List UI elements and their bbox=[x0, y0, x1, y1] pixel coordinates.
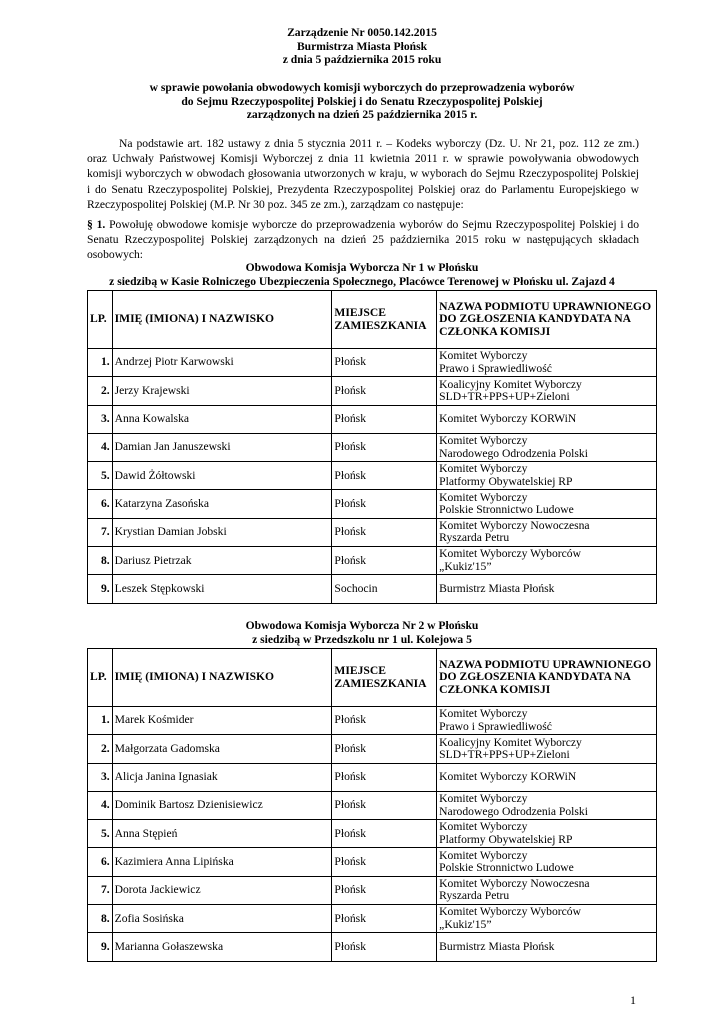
text-line: Rzeczypospolitej Polskiej i do Senatu Rzeczypospolitej Polskiej, Prezydenta Rzeczypospolitej Polskiej oraz do bbox=[87, 167, 639, 196]
cell-lp: 6. bbox=[88, 490, 113, 518]
cell-org bbox=[437, 876, 657, 904]
table-row bbox=[88, 349, 657, 377]
section-mark: § 1. bbox=[87, 218, 106, 231]
cell-place: Płońsk bbox=[332, 462, 437, 490]
org-line: Komitet Wyborczy bbox=[439, 490, 528, 504]
cell-org bbox=[437, 905, 657, 933]
org-line: Platformy Obywatelskiej RP bbox=[439, 832, 573, 846]
org-line: Komitet Wyborczy Nowoczesna bbox=[439, 877, 590, 891]
cell-org bbox=[437, 405, 657, 433]
cell-org bbox=[437, 791, 657, 819]
org-line: Komitet Wyborczy bbox=[439, 707, 528, 721]
org-line: SLD+TR+PPS+UP+Zieloni bbox=[439, 747, 570, 761]
cell-lp: 8. bbox=[88, 547, 113, 575]
cell-place: Płońsk bbox=[332, 377, 437, 405]
cell-place: Sochocin bbox=[332, 575, 437, 603]
cell-place: Płońsk bbox=[332, 349, 437, 377]
cell-place: Płońsk bbox=[332, 905, 437, 933]
table-row bbox=[88, 433, 657, 461]
commission-name: Obwodowa Komisja Wyborcza Nr 2 w Płońsku bbox=[245, 619, 479, 632]
cell-lp: 3. bbox=[88, 763, 113, 791]
org-line: Komitet Wyborczy Nowoczesna bbox=[439, 519, 590, 533]
text-line: Na podstawie art. 182 ustawy z dnia 5 stycznia 2011 r. – Kodeks wyborczy (Dz. U. Nr 21, poz. 112 ze bbox=[119, 137, 615, 150]
cell-name: Jerzy Krajewski bbox=[112, 377, 332, 405]
cell-place: Płońsk bbox=[332, 490, 437, 518]
cell-lp: 1. bbox=[88, 707, 113, 735]
cell-lp: 1. bbox=[88, 349, 113, 377]
table-row bbox=[88, 905, 657, 933]
commission-2-table bbox=[87, 648, 657, 962]
column-header-org: NAZWA PODMIOTU UPRAWNIONEGO DO ZGŁOSZENIA KANDYDATA NA CZŁONKA KOMISJI bbox=[437, 649, 657, 707]
cell-place: Płońsk bbox=[332, 405, 437, 433]
cell-name: Małgorzata Gadomska bbox=[112, 735, 332, 763]
commission-seat: z siedzibą w Kasie Rolniczego Ubezpieczenia Społecznego, Placówce Terenowej w Płońsku ul. Zajazd 4 bbox=[109, 274, 615, 288]
text-line: składach osobowych: bbox=[87, 233, 639, 262]
cell-org bbox=[437, 547, 657, 575]
cell-lp: 7. bbox=[88, 876, 113, 904]
org-line: „Kukiz'15” bbox=[439, 559, 492, 573]
org-line: Komitet Wyborczy bbox=[439, 462, 528, 476]
cell-name: Dominik Bartosz Dzienisiewicz bbox=[112, 791, 332, 819]
decree-date: z dnia 5 października 2015 roku bbox=[282, 53, 442, 67]
org-line: „Kukiz'15” bbox=[439, 917, 492, 931]
cell-lp: 5. bbox=[88, 462, 113, 490]
cell-place: Płońsk bbox=[332, 876, 437, 904]
cell-org bbox=[437, 433, 657, 461]
org-line: Komitet Wyborczy Wyborców bbox=[439, 905, 581, 919]
commission-name: Obwodowa Komisja Wyborcza Nr 1 w Płońsku bbox=[245, 261, 479, 274]
decree-issuer: Burmistrza Miasta Płońsk bbox=[296, 39, 428, 53]
table-row bbox=[88, 518, 657, 546]
cell-name: Marianna Gołaszewska bbox=[112, 933, 332, 961]
text-line: i do Senatu Rzeczypospolitej Polskiej zarządzonych na dzień 25 października 2015 roku w następujących bbox=[87, 218, 640, 247]
table-row bbox=[88, 405, 657, 433]
cell-place: Płońsk bbox=[332, 933, 437, 961]
cell-place: Płońsk bbox=[332, 763, 437, 791]
org-line: Komitet Wyborczy bbox=[439, 434, 528, 448]
commission-seat: z siedzibą w Przedszkolu nr 1 ul. Kolejowa 5 bbox=[252, 632, 472, 646]
subject-line: do Sejmu Rzeczypospolitej Polskiej i do Senatu Rzeczypospolitej Polskiej bbox=[181, 94, 543, 108]
cell-org bbox=[437, 462, 657, 490]
table-row bbox=[88, 933, 657, 961]
column-header-name: IMIĘ (IMIONA) I NAZWISKO bbox=[112, 291, 332, 349]
org-line: Platformy Obywatelskiej RP bbox=[439, 474, 573, 488]
table-row bbox=[88, 490, 657, 518]
cell-name: Katarzyna Zasońska bbox=[112, 490, 332, 518]
table-row bbox=[88, 377, 657, 405]
column-header-place: MIEJSCE ZAMIESZKANIA bbox=[332, 291, 437, 349]
org-line: Ryszarda Petru bbox=[439, 531, 510, 545]
subject-line: zarządzonych na dzień 25 października 2015 r. bbox=[246, 108, 478, 122]
org-line: Narodowego Odrodzenia Polski bbox=[439, 446, 588, 460]
org-line: Komitet Wyborczy bbox=[439, 349, 528, 363]
section-1-paragraph bbox=[87, 217, 639, 263]
table-row bbox=[88, 791, 657, 819]
org-line: Komitet Wyborczy KORWiN bbox=[439, 770, 577, 784]
org-line: Prawo i Sprawiedliwość bbox=[439, 361, 552, 375]
org-line: Komitet Wyborczy bbox=[439, 792, 528, 806]
cell-org bbox=[437, 707, 657, 735]
table-header-row bbox=[88, 291, 657, 349]
cell-place: Płońsk bbox=[332, 848, 437, 876]
column-header-org: NAZWA PODMIOTU UPRAWNIONEGO DO ZGŁOSZENIA KANDYDATA NA CZŁONKA KOMISJI bbox=[437, 291, 657, 349]
cell-name: Marek Kośmider bbox=[112, 707, 332, 735]
org-line: Polskie Stronnictwo Ludowe bbox=[439, 861, 574, 875]
text-line: obwodowych komisji wyborczych w obwodach głosowania utworzonych w kraju, w wyborach do Sejmu bbox=[87, 152, 639, 181]
org-line: Komitet Wyborczy Wyborców bbox=[439, 547, 581, 561]
cell-org bbox=[437, 349, 657, 377]
text-line: Parlamentu Europejskiego w Rzeczypospolitej Polskiej (M.P. Nr 30 poz. 345 ze zm.), zarządzam co następuje: bbox=[87, 182, 639, 211]
cell-lp: 3. bbox=[88, 405, 113, 433]
cell-name: Krystian Damian Jobski bbox=[112, 518, 332, 546]
cell-org bbox=[437, 933, 657, 961]
cell-place: Płońsk bbox=[332, 433, 437, 461]
table-row bbox=[88, 763, 657, 791]
org-line: Prawo i Sprawiedliwość bbox=[439, 719, 552, 733]
org-line: Burmistrz Miasta Płońsk bbox=[439, 581, 555, 595]
table-row bbox=[88, 735, 657, 763]
org-line: Polskie Stronnictwo Ludowe bbox=[439, 503, 574, 517]
cell-lp: 7. bbox=[88, 518, 113, 546]
cell-lp: 6. bbox=[88, 848, 113, 876]
table-row bbox=[88, 707, 657, 735]
org-line: Ryszarda Petru bbox=[439, 889, 510, 903]
cell-lp: 2. bbox=[88, 735, 113, 763]
cell-org bbox=[437, 575, 657, 603]
cell-lp: 9. bbox=[88, 575, 113, 603]
table-row bbox=[88, 462, 657, 490]
commission-1-table bbox=[87, 290, 657, 604]
cell-name: Dorota Jackiewicz bbox=[112, 876, 332, 904]
cell-org bbox=[437, 518, 657, 546]
cell-name: Leszek Stępkowski bbox=[112, 575, 332, 603]
cell-name: Dariusz Pietrzak bbox=[112, 547, 332, 575]
cell-org bbox=[437, 377, 657, 405]
cell-lp: 2. bbox=[88, 377, 113, 405]
cell-lp: 8. bbox=[88, 905, 113, 933]
cell-lp: 5. bbox=[88, 820, 113, 848]
org-line: Koalicyjny Komitet Wyborczy bbox=[439, 377, 582, 391]
table-row bbox=[88, 820, 657, 848]
text-line: zm.) oraz Uchwały Państwowej Komisji Wyborczej z dnia 11 kwietnia 2011 r. w sprawie powoływania bbox=[87, 137, 639, 166]
cell-org bbox=[437, 820, 657, 848]
org-line: SLD+TR+PPS+UP+Zieloni bbox=[439, 389, 570, 403]
cell-org bbox=[437, 848, 657, 876]
cell-org bbox=[437, 735, 657, 763]
page-number: 1 bbox=[630, 993, 636, 1007]
cell-place: Płońsk bbox=[332, 518, 437, 546]
cell-name: Dawid Żółtowski bbox=[112, 462, 332, 490]
decree-number: Zarządzenie Nr 0050.142.2015 bbox=[287, 26, 437, 39]
org-line: Narodowego Odrodzenia Polski bbox=[439, 804, 588, 818]
column-header-place: MIEJSCE ZAMIESZKANIA bbox=[332, 649, 437, 707]
cell-name: Kazimiera Anna Lipińska bbox=[112, 848, 332, 876]
cell-place: Płońsk bbox=[332, 707, 437, 735]
cell-lp: 9. bbox=[88, 933, 113, 961]
cell-name: Alicja Janina Ignasiak bbox=[112, 763, 332, 791]
legal-basis-paragraph bbox=[87, 136, 639, 212]
org-line: Komitet Wyborczy bbox=[439, 848, 528, 862]
cell-place: Płońsk bbox=[332, 735, 437, 763]
org-line: Komitet Wyborczy bbox=[439, 820, 528, 834]
commission-1-title bbox=[0, 261, 724, 288]
table-header-row bbox=[88, 649, 657, 707]
cell-name: Andrzej Piotr Karwowski bbox=[112, 349, 332, 377]
cell-org bbox=[437, 490, 657, 518]
cell-name: Anna Stępień bbox=[112, 820, 332, 848]
subject-line: w sprawie powołania obwodowych komisji wyborczych do przeprowadzenia wyborów bbox=[149, 81, 575, 94]
cell-name: Anna Kowalska bbox=[112, 405, 332, 433]
org-line: Burmistrz Miasta Płońsk bbox=[439, 939, 555, 953]
column-header-lp: LP. bbox=[88, 291, 113, 349]
cell-name: Damian Jan Januszewski bbox=[112, 433, 332, 461]
cell-lp: 4. bbox=[88, 433, 113, 461]
table-row bbox=[88, 547, 657, 575]
table-row bbox=[88, 575, 657, 603]
cell-org bbox=[437, 763, 657, 791]
cell-lp: 4. bbox=[88, 791, 113, 819]
table-row bbox=[88, 876, 657, 904]
org-line: Koalicyjny Komitet Wyborczy bbox=[439, 735, 582, 749]
column-header-lp: LP. bbox=[88, 649, 113, 707]
table-row bbox=[88, 848, 657, 876]
cell-place: Płońsk bbox=[332, 820, 437, 848]
org-line: Komitet Wyborczy KORWiN bbox=[439, 412, 577, 426]
decree-subject bbox=[0, 81, 724, 122]
cell-place: Płońsk bbox=[332, 791, 437, 819]
cell-place: Płońsk bbox=[332, 547, 437, 575]
cell-name: Zofia Sosińska bbox=[112, 905, 332, 933]
commission-2-title bbox=[0, 619, 724, 646]
column-header-name: IMIĘ (IMIONA) I NAZWISKO bbox=[112, 649, 332, 707]
document-header bbox=[0, 26, 724, 67]
text-line: Powołuję obwodowe komisje wyborcze do przeprowadzenia wyborów do Sejmu Rzeczypospolitej Polskiej bbox=[105, 218, 617, 231]
